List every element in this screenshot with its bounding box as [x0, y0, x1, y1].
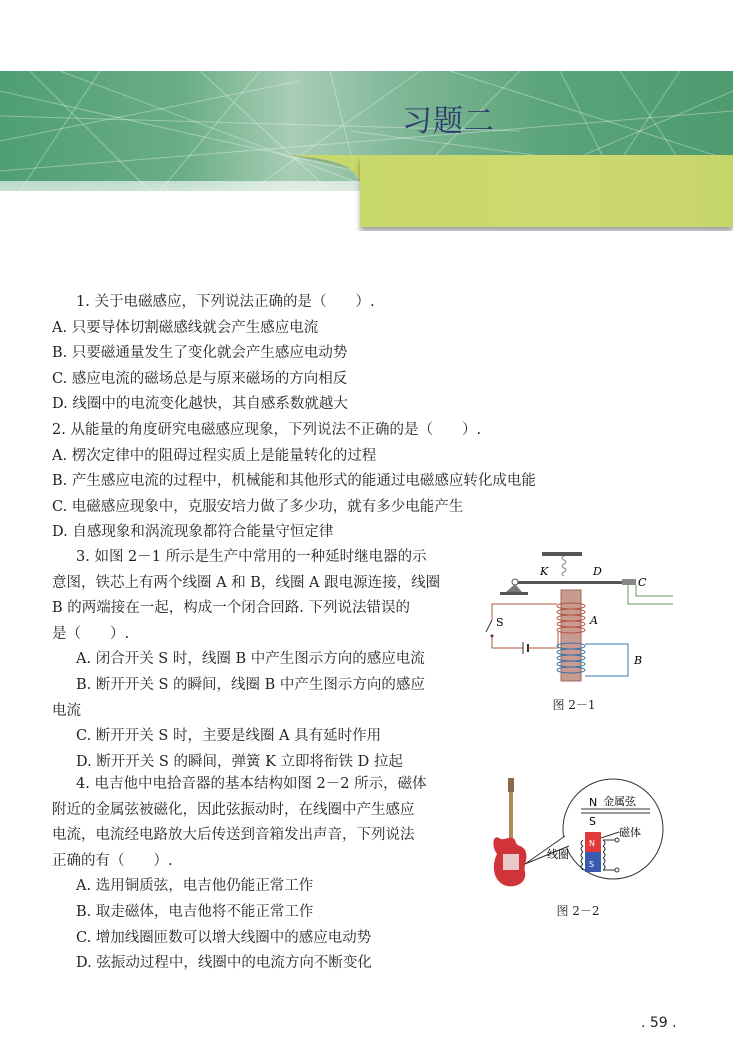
svg-text:线圈: 线圈 — [547, 848, 569, 861]
option-a: A. 选用铜质弦，电吉他仍能正常工作 — [76, 878, 314, 895]
question-stem: 关于电磁感应，下列说法正确的是（ ）. — [94, 294, 375, 310]
option-c: C. 电磁感应现象中，克服安培力做了多少功，就有多少电能产生 — [52, 498, 464, 515]
svg-text:B: B — [634, 654, 643, 667]
stem-line: 3. 如图 2－1 所示是生产中常用的一种延时继电器的示 — [76, 549, 427, 565]
question-1: 1. 关于电磁感应，下列说法正确的是（ ）. A. 只要导体切割磁感线就会产生感应电流 B. 只要磁通量发生了变化就会产生感应电动势 C. 感应电流的磁场总是与原来磁场的方向相反 D. 线圈中的电流变化越快，其自感系数就越大 — [52, 290, 612, 418]
option-b: B. 只要磁通量发生了变化就会产生感应电动势 — [52, 345, 348, 362]
question-list-top — [52, 290, 612, 546]
svg-text:S: S — [496, 616, 504, 629]
figure-2-1-caption: 图 2－1 — [552, 698, 596, 712]
option-a: A. 楞次定律中的阻碍过程实质上是能量转化的过程 — [52, 447, 377, 464]
stem-line: B 的两端接在一起，构成一个闭合回路. 下列说法错误的 — [52, 600, 410, 617]
svg-text:N: N — [589, 839, 595, 848]
option-d: D. 弦振动过程中，线圈中的电流方向不断变化 — [76, 955, 372, 972]
question-4 — [52, 772, 467, 977]
question-stem: 从能量的角度研究电磁感应现象，下列说法不正确的是（ ）. — [70, 421, 482, 438]
page-number: . 59 . — [641, 1015, 677, 1031]
option-a: A. 只要导体切割磁感线就会产生感应电流 — [52, 319, 319, 336]
svg-text:N: N — [589, 796, 598, 809]
option-b: B. 产生感应电流的过程中，机械能和其他形式的能通过电磁感应转化成电能 — [52, 473, 536, 490]
svg-text:S: S — [589, 815, 596, 828]
option-c: C. 断开开关 S 时，主要是线圈 A 具有延时作用 — [76, 728, 382, 745]
option-c: C. 感应电流的磁场总是与原来磁场的方向相反 — [52, 370, 348, 387]
chapter-title: 习题二 — [402, 104, 495, 139]
option-b: B. 取走磁体，电吉他将不能正常工作 — [76, 903, 314, 920]
stem-line: 正确的有（ ）. — [52, 852, 173, 869]
svg-text:磁体: 磁体 — [619, 826, 641, 839]
figure-2-2-guitar-pickup — [485, 774, 670, 894]
stem-line: 意图，铁芯上有两个线圈 A 和 B，线圈 A 跟电源连接，线圈 — [52, 574, 441, 591]
question-3 — [52, 545, 467, 775]
spring-icon — [562, 556, 566, 576]
svg-text:D: D — [593, 565, 602, 578]
question-2: 2. 从能量的角度研究电磁感应现象，下列说法不正确的是（ ）. A. 楞次定律中的阻碍过程实质上是能量转化的过程 B. 产生感应电流的过程中，机械能和其他形式的能通过电磁感应转化成电能 C. 电磁感应现象中，克服安培力做了多少功，就有多少电能产生 D. 自感现象和涡流现象都符合能量守恒定律 — [52, 418, 612, 546]
electric-guitar-icon — [493, 778, 526, 886]
stem-line: 电流，电流经电路放大后传送到音箱发出声音，下列说法 — [52, 827, 415, 844]
figure-2-2-caption: 图 2－2 — [556, 904, 600, 918]
svg-text:金属弦: 金属弦 — [603, 795, 636, 808]
svg-text:K: K — [540, 565, 549, 578]
figure-2-1-relay-diagram — [478, 548, 673, 688]
option-d: D. 断开开关 S 的瞬间，弹簧 K 立即将衔铁 D 拉起 — [76, 753, 403, 770]
option-d: D. 自感现象和涡流现象都符合能量守恒定律 — [52, 524, 334, 541]
title-tab — [360, 155, 733, 227]
stem-line: 4. 电吉他中电拾音器的基本结构如图 2－2 所示，磁体 — [76, 776, 427, 792]
switch-icon — [486, 620, 492, 632]
stem-line: 是（ ）. — [52, 625, 130, 642]
svg-text:A: A — [590, 614, 598, 627]
option-b: B. 断开开关 S 的瞬间，线圈 B 中产生图示方向的感应 — [76, 676, 425, 693]
svg-text:S: S — [589, 860, 595, 869]
option-a: A. 闭合开关 S 时，线圈 B 中产生图示方向的感应电流 — [76, 651, 425, 668]
stem-line: 附近的金属弦被磁化，因此弦振动时，在线圈中产生感应 — [52, 801, 415, 818]
option-b-continued: 电流 — [52, 702, 81, 719]
svg-text:C: C — [638, 576, 647, 589]
option-c: C. 增加线圈匝数可以增大线圈中的感应电动势 — [76, 929, 372, 946]
chapter-banner — [0, 71, 733, 231]
option-d: D. 线圈中的电流变化越快，其自感系数就越大 — [52, 396, 348, 413]
zoom-bubble — [563, 779, 663, 879]
